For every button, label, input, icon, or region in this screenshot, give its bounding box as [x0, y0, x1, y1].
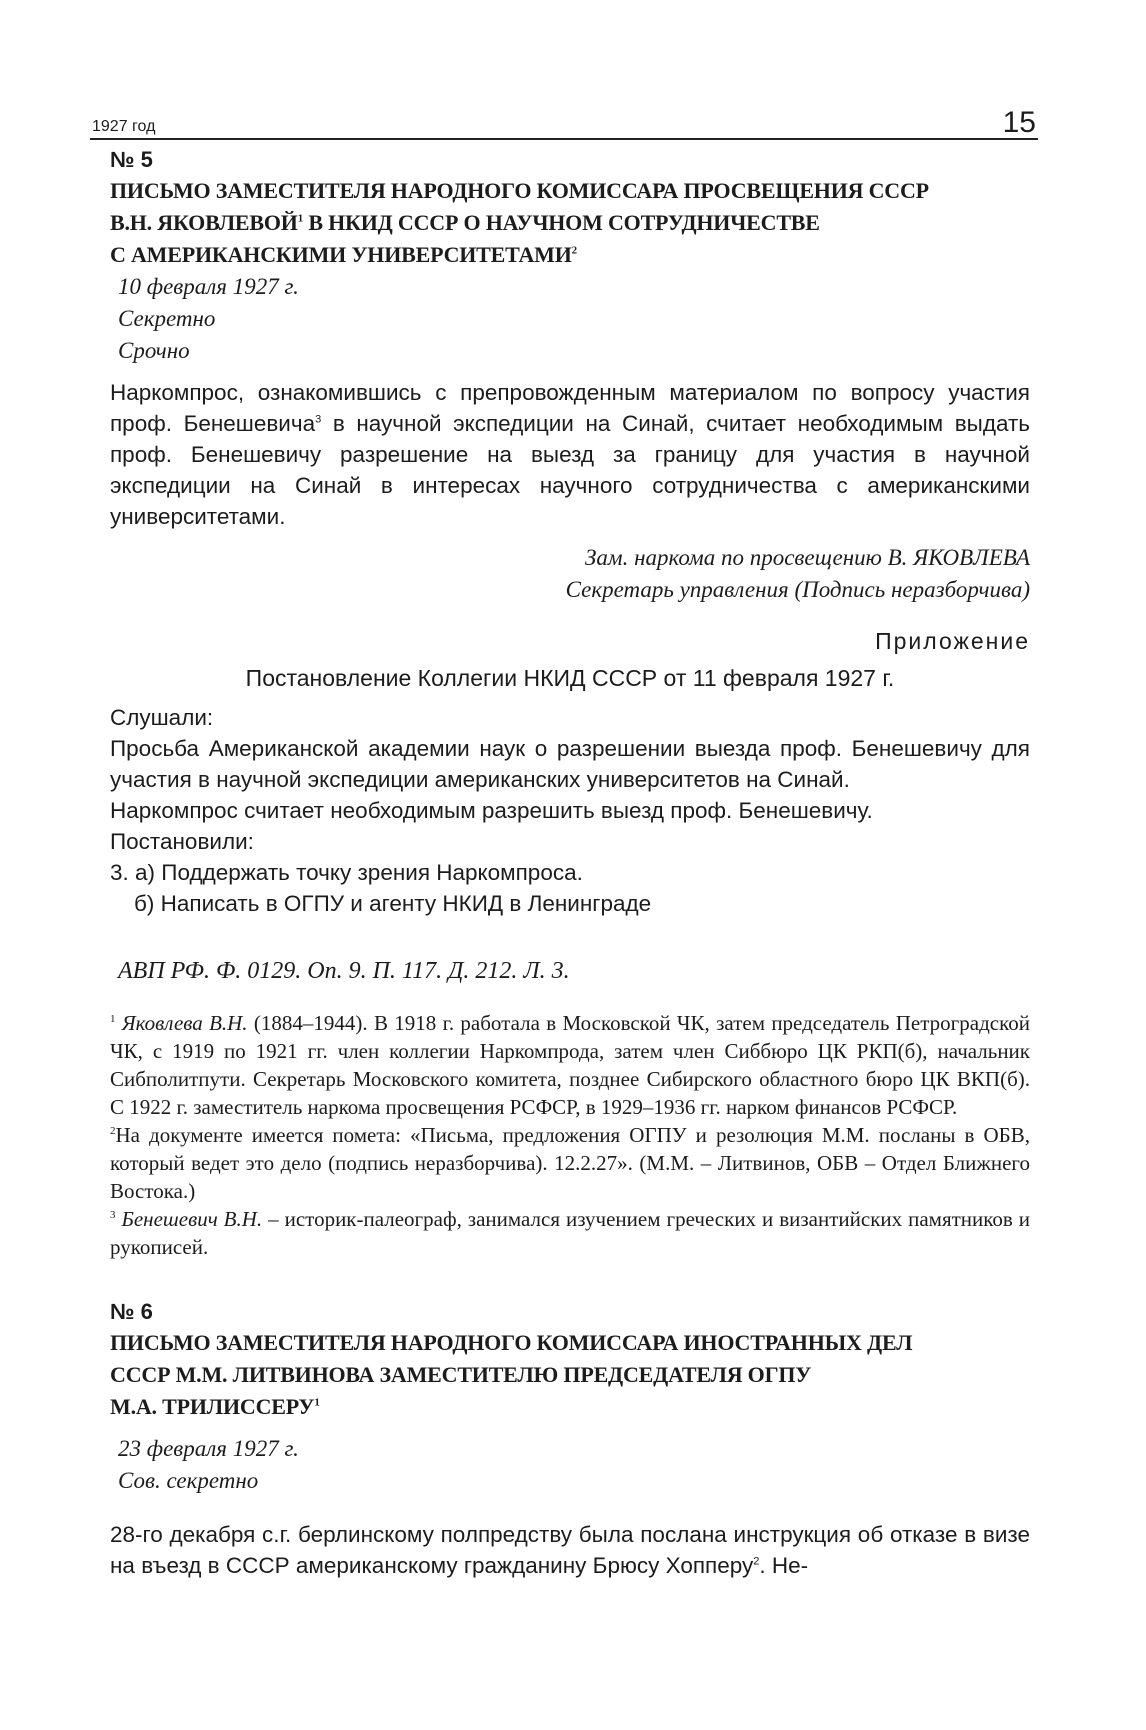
- footnote-ref-1: 1: [297, 212, 304, 225]
- doc6-title-line1: ПИСЬМО ЗАМЕСТИТЕЛЯ НАРОДНОГО КОМИССАРА ИНОСТРАННЫХ ДЕЛ: [110, 1330, 913, 1355]
- doc5-secrecy: Секретно: [118, 306, 216, 331]
- doc5-title-line1: ПИСЬМО ЗАМЕСТИТЕЛЯ НАРОДНОГО КОМИССАРА ПРОСВЕЩЕНИЯ СССР: [110, 178, 929, 203]
- doc6-footnote-ref-2: 2: [753, 1555, 760, 1568]
- doc5-date: 10 февраля 1927 г.: [118, 274, 299, 299]
- doc6-title-line3a: М.А. ТРИЛИССЕРУ: [110, 1394, 315, 1419]
- doc5-body-a: Наркомпрос, ознакомившись с препровожденным материалом по вопросу участия проф. Бенешевича: [110, 380, 1030, 436]
- footnote-1: $^1$ Яковлева В.Н. (1884–1944). В 1918 г. работала в Московской ЧК, затем председатель Петроградской ЧК, с 1919 по 1921 гг. член коллегии Наркомпрода, затем член Сиббюро ЦК РКП(б), начальник Сибполитпути. Секретарь Московского комитета, позднее Сибирского областного бюро ЦК ВКП(б). С 1922 г. заместитель наркома просвещения РСФСР, в 1929–1936 гг. нарком финансов РСФСР.: [110, 1011, 1030, 1119]
- resolution-item-b: б) Написать в ОГПУ и агенту НКИД в Ленинграде: [134, 891, 652, 916]
- doc6-secrecy: Сов. секретно: [118, 1468, 259, 1493]
- page-content: [110, 145, 1030, 1581]
- footnote-1-name: Яковлева В.Н.: [121, 1011, 248, 1035]
- appendix-label: Приложение: [875, 628, 1030, 654]
- footnote-1-text: (1884–1944). В 1918 г. работала в Московской ЧК, затем председатель Петроградской ЧК, с 1919 по 1921 гг. член коллегии Наркомпрода, затем член Сиббюро ЦК РКП(б), начальник Сибполитпути. Секретарь Московского комитета, позднее Сибирского областного бюро ЦК ВКП(б). С 1922 г. заместитель наркома просвещения РСФСР, в 1929–1936 гг. нарком финансов РСФСР.: [110, 1011, 1030, 1119]
- doc5-title-line2: [110, 207, 1030, 239]
- resolution-title: Постановление Коллегии НКИД СССР от 11 февраля 1927 г.: [245, 665, 895, 691]
- doc5-urgency: Срочно: [118, 338, 190, 363]
- resolved-label: Постановили:: [110, 829, 254, 854]
- doc5-title-line2a: В.Н. ЯКОВЛЕВОЙ: [110, 210, 298, 235]
- archive-reference: АВП РФ. Ф. 0129. Оп. 9. П. 117. Д. 212. Л. 3.: [118, 958, 570, 984]
- doc5-body-b: в научной экспедиции на Синай, считает необходимым выдать проф. Бенешевичу разрешение на выезд за границу для участия в научной экспедиции на Синай в интересах научного сотрудничества с американскими университетами.: [110, 411, 1030, 529]
- doc6-title: [110, 1327, 1030, 1423]
- doc6-footnote-ref-1: 1: [314, 1396, 320, 1409]
- doc5-title: [110, 175, 1030, 271]
- footnote-3-name: Бенешевич В.Н.: [121, 1207, 263, 1231]
- doc5-title-line3a: С АМЕРИКАНСКИМИ УНИВЕРСИТЕТАМИ: [110, 242, 572, 267]
- footnote-ref-2: 2: [571, 244, 577, 257]
- footnotes: [110, 1009, 1030, 1261]
- doc6-date: 23 февраля 1927 г.: [118, 1436, 299, 1461]
- narkompros-text: Наркомпрос считает необходимым разрешить выезд проф. Бенешевичу.: [110, 798, 873, 823]
- doc6-body-b: . Не-: [759, 1553, 809, 1578]
- doc5-title-line3: [110, 239, 1030, 271]
- page-number: 15: [1002, 106, 1036, 139]
- doc6-body-a: 28-го декабря с.г. берлинскому полпредству была послана инструкция об отказе в визе на въезд в СССР американскому гражданину Брюсу Хопперу: [110, 1522, 1030, 1578]
- doc5-number: № 5: [110, 147, 153, 172]
- heard-label: Слушали:: [110, 705, 214, 730]
- doc6-title-line2: СССР М.М. ЛИТВИНОВА ЗАМЕСТИТЕЛЮ ПРЕДСЕДАТЕЛЯ ОГПУ: [110, 1362, 812, 1387]
- heard-text: Просьба Американской академии наук о разрешении выезда проф. Бенешевичу для участия в научной экспедиции американских университетов на Синай.: [110, 736, 1030, 792]
- page-header: [90, 106, 1038, 140]
- doc6-number: № 6: [110, 1299, 153, 1324]
- footnote-3: $^3$ Бенешевич В.Н. – историк-палеограф, занимался изучением греческих и византийских памятников и рукописей.: [110, 1207, 1031, 1259]
- doc5-body: [110, 377, 1030, 532]
- document-6: [110, 1297, 1030, 1581]
- resolution-item-a: 3. а) Поддержать точку зрения Наркомпроса.: [110, 860, 583, 885]
- doc5-signature-line1: Зам. наркома по просвещению В. ЯКОВЛЕВА: [585, 545, 1030, 570]
- doc5-title-line2b: В НКИД СССР О НАУЧНОМ СОТРУДНИЧЕСТВЕ: [303, 210, 820, 235]
- footnote-3-text: – историк-палеограф, занимался изучением греческих и византийских памятников и рукописей.: [110, 1207, 1031, 1259]
- footnote-2: $^2$На документе имеется помета: «Письма, предложения ОГПУ и резолюция М.М. посланы в ОБВ, который ведет это дело (подпись неразборчива). 12.2.27». (М.М. – Литвинов, ОБВ – Отдел Ближнего Востока.): [110, 1123, 1030, 1203]
- doc6-body: [110, 1519, 1030, 1581]
- doc5-signature-line2: Секретарь управления (Подпись неразборчива): [565, 577, 1030, 602]
- footnote-2-text: На документе имеется помета: «Письма, предложения ОГПУ и резолюция М.М. посланы в ОБВ, который ведет это дело (подпись неразборчива). 12.2.27». (М.М. – Литвинов, ОБВ – Отдел Ближнего Востока.): [110, 1123, 1030, 1203]
- doc6-title-line3: [110, 1391, 1030, 1423]
- document-5: [110, 145, 1030, 1261]
- footnote-ref-3: 3: [315, 413, 322, 426]
- running-head: 1927 год: [92, 118, 156, 135]
